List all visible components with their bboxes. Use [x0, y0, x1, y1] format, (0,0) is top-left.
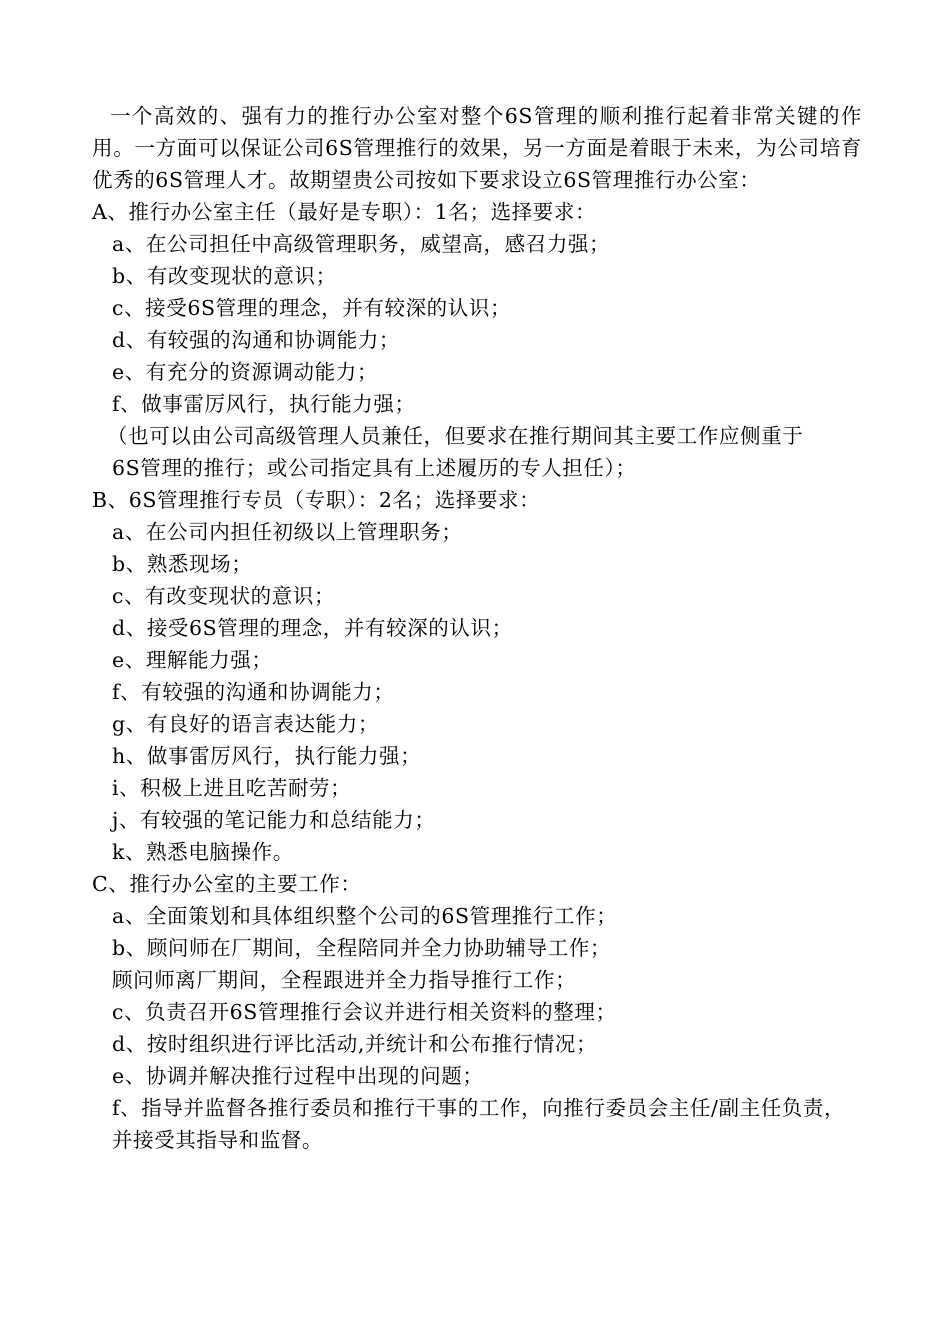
- section-c-item: b、顾问师在厂期间，全程陪同并全力协助辅导工作；: [112, 936, 612, 960]
- section-c-heading: C、推行办公室的主要工作：: [92, 872, 362, 896]
- section-b-item: k、熟悉电脑操作。: [112, 840, 294, 864]
- section-c-list: [92, 900, 862, 1156]
- section-c-item: d、按时组织进行评比活动,并统计和公布推行情况；: [112, 1032, 598, 1056]
- section-a-note-line2: 6S管理的推行；或公司指定具有上述履历的专人担任）；: [112, 456, 637, 480]
- section-c-item: 顾问师离厂期间，全程跟进并全力指导推行工作；: [112, 968, 577, 992]
- section-b-item: c、有改变现状的意识；: [112, 584, 336, 608]
- section-a-item: f、做事雷厉风行，执行能力强；: [112, 392, 416, 416]
- section-b-item: b、熟悉现场；: [112, 552, 253, 576]
- section-b-heading: B、6S管理推行专员（专职）：2名；选择要求：: [92, 488, 541, 512]
- section-b-item: d、接受6S管理的理念，并有较深的认识；: [112, 616, 513, 640]
- section-b-item: h、做事雷厉风行，执行能力强；: [112, 744, 422, 768]
- section-c-item: a、全面策划和具体组织整个公司的6S管理推行工作；: [112, 904, 618, 928]
- section-a-heading: A、推行办公室主任（最好是专职）：1名；选择要求：: [92, 200, 597, 224]
- section-b-list: [92, 516, 862, 868]
- intro-paragraph: 一个高效的、强有力的推行办公室对整个6S管理的顺利推行起着非常关键的作用。一方面可以保证公司6S管理推行的效果，另一方面是着眼于未来，为公司培育优秀的6S管理人才。故期望贵公司按如下要求设立6S管理推行办公室：: [92, 104, 862, 192]
- section-a-note-line1: （也可以由公司高级管理人员兼任，但要求在推行期间其主要工作应侧重于: [107, 424, 804, 448]
- section-b-item: e、理解能力强；: [112, 648, 273, 672]
- section-b-item: i、积极上进且吃苦耐劳；: [112, 776, 352, 800]
- section-c-item: e、协调并解决推行过程中出现的问题；: [112, 1064, 484, 1088]
- section-a-item: a、在公司担任中高级管理职务，威望高，感召力强；: [112, 232, 611, 256]
- section-b-item: f、有较强的沟通和协调能力；: [112, 680, 395, 704]
- section-a-item: e、有充分的资源调动能力；: [112, 360, 378, 384]
- section-a-list: [92, 228, 862, 420]
- section-b-item: j、有较强的笔记能力和总结能力；: [112, 808, 436, 832]
- section-b-item: g、有良好的语言表达能力；: [112, 712, 379, 736]
- document-body: [92, 100, 862, 1156]
- section-a-item: b、有改变现状的意识；: [112, 264, 337, 288]
- section-b-item: a、在公司内担任初级以上管理职务；: [112, 520, 463, 544]
- section-c-item: c、负责召开6S管理推行会议并进行相关资料的整理；: [112, 1000, 617, 1024]
- section-a-item: c、接受6S管理的理念，并有较深的认识；: [112, 296, 512, 320]
- section-c-item: f、指导并监督各推行委员和推行干事的工作，向推行委员会主任/副主任负责，并接受其指导和监督。: [112, 1096, 846, 1152]
- section-a-item: d、有较强的沟通和协调能力；: [112, 328, 401, 352]
